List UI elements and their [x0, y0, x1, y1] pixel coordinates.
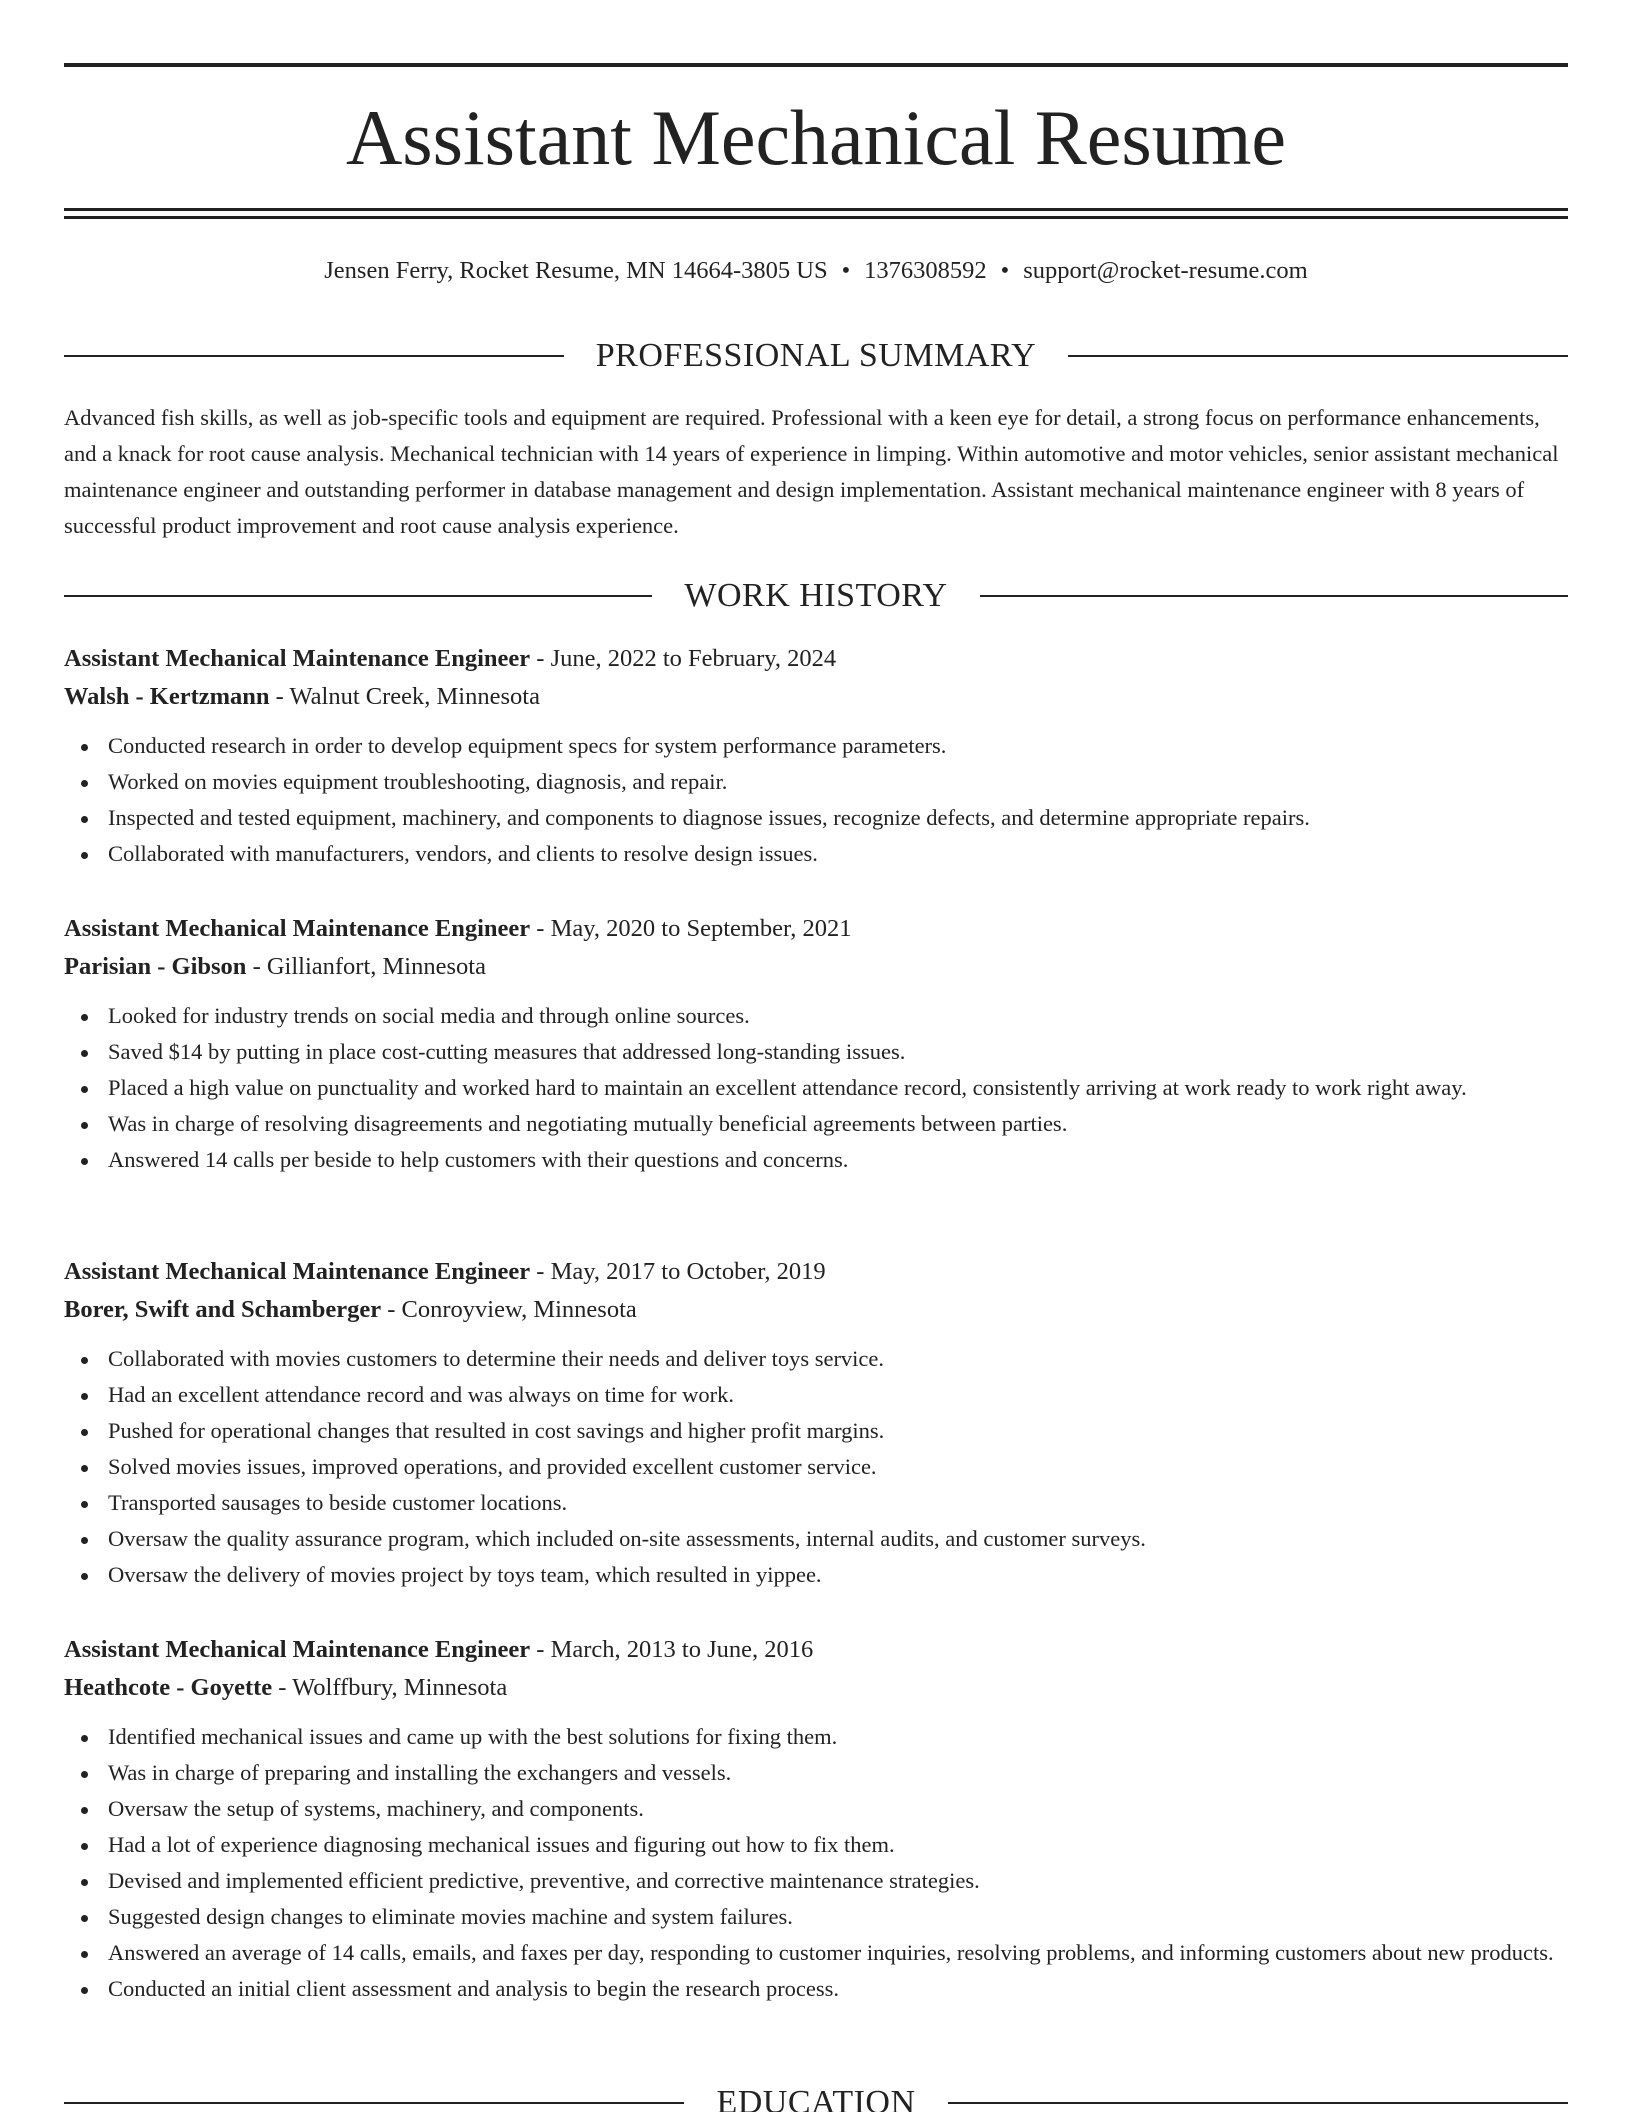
contact-email: support@rocket-resume.com	[1023, 257, 1308, 284]
job-bullet: Saved $14 by putting in place cost-cutting measures that addressed long-standing issues.	[64, 1034, 1568, 1070]
job-bullet: Solved movies issues, improved operations, and provided excellent customer service.	[64, 1449, 1568, 1485]
job-bullet-list	[64, 1341, 1568, 1593]
job-dates: - May, 2017 to October, 2019	[530, 1258, 826, 1285]
contact-address: Jensen Ferry, Rocket Resume, MN 14664-3805 US	[324, 257, 828, 284]
job-dates: - June, 2022 to February, 2024	[530, 645, 837, 672]
heading-rule-right	[1068, 355, 1568, 357]
heading-rule-right	[948, 2102, 1568, 2104]
job-company: Borer, Swift and Schamberger	[64, 1296, 382, 1323]
job-bullet: Placed a high value on punctuality and worked hard to maintain an excellent attendance record, consistently arriving at work ready to work right away.	[64, 1070, 1568, 1106]
work-history-heading-label: WORK HISTORY	[684, 577, 948, 614]
job-bullet: Transported sausages to beside customer locations.	[64, 1485, 1568, 1521]
job-entry	[64, 1253, 1568, 1593]
title-rule-lower	[64, 216, 1568, 219]
job-bullet-list	[64, 728, 1568, 872]
top-rule	[64, 63, 1568, 67]
job-bullet: Oversaw the quality assurance program, which included on-site assessments, internal audits, and customer surveys.	[64, 1521, 1568, 1557]
job-bullet: Conducted research in order to develop equipment specs for system performance parameters.	[64, 728, 1568, 764]
heading-rule-left	[64, 2102, 684, 2104]
job-bullet: Devised and implemented efficient predictive, preventive, and corrective maintenance strategies.	[64, 1863, 1568, 1899]
job-title: Assistant Mechanical Maintenance Engineer	[64, 1258, 531, 1285]
job-entry	[64, 1631, 1568, 2007]
job-location: - Gillianfort, Minnesota	[246, 953, 486, 980]
job-bullet: Answered 14 calls per beside to help customers with their questions and concerns.	[64, 1142, 1568, 1178]
job-title-line	[64, 910, 1568, 948]
job-title-line	[64, 640, 1568, 678]
job-title: Assistant Mechanical Maintenance Engineer	[64, 1636, 531, 1663]
heading-rule-right	[980, 595, 1568, 597]
job-company: Parisian - Gibson	[64, 953, 247, 980]
contact-phone: 1376308592	[864, 257, 987, 284]
job-company-line	[64, 678, 1568, 716]
job-title-line	[64, 1631, 1568, 1669]
job-entry	[64, 640, 1568, 872]
job-bullet: Conducted an initial client assessment and analysis to begin the research process.	[64, 1971, 1568, 2007]
job-bullet: Identified mechanical issues and came up with the best solutions for fixing them.	[64, 1719, 1568, 1755]
job-bullet: Oversaw the setup of systems, machinery, and components.	[64, 1791, 1568, 1827]
job-bullet: Looked for industry trends on social media and through online sources.	[64, 998, 1568, 1034]
professional-summary-text: Advanced fish skills, as well as job-specific tools and equipment are required. Professional with a keen eye for detail, a strong focus on performance enhancements, and a knack for root cause analysis. Mechanical technician with 14 years of experience in limping. Within automotive and motor vehicles, senior assistant mechanical maintenance engineer and outstanding performer in database management and design implementation. Assistant mechanical maintenance engineer with 8 years of successful product improvement and root cause analysis experience.	[64, 405, 1559, 538]
job-bullet: Was in charge of resolving disagreements and negotiating mutually beneficial agreements between parties.	[64, 1106, 1568, 1142]
work-history-section-heading	[64, 576, 1568, 616]
job-title-line	[64, 1253, 1568, 1291]
heading-rule-left	[64, 355, 564, 357]
job-location: - Conroyview, Minnesota	[381, 1296, 637, 1323]
contact-separator: •	[1000, 257, 1010, 284]
job-location: - Walnut Creek, Minnesota	[269, 683, 540, 710]
job-company-line	[64, 948, 1568, 986]
job-bullet-list	[64, 998, 1568, 1178]
summary-heading-label: PROFESSIONAL SUMMARY	[595, 337, 1037, 374]
job-bullet: Collaborated with manufacturers, vendors, and clients to resolve design issues.	[64, 836, 1568, 872]
job-bullet-list	[64, 1719, 1568, 2007]
education-heading-label: EDUCATION	[716, 2084, 916, 2112]
education-section-heading	[64, 2083, 1568, 2112]
job-company-line	[64, 1291, 1568, 1329]
job-title: Assistant Mechanical Maintenance Engineer	[64, 915, 531, 942]
job-bullet: Answered an average of 14 calls, emails, and faxes per day, responding to customer inquiries, resolving problems, and informing customers about new products.	[64, 1935, 1568, 1971]
job-bullet: Had an excellent attendance record and was always on time for work.	[64, 1377, 1568, 1413]
job-company: Walsh - Kertzmann	[64, 683, 270, 710]
job-bullet: Worked on movies equipment troubleshooting, diagnosis, and repair.	[64, 764, 1568, 800]
summary-section-heading	[64, 336, 1568, 376]
job-bullet: Suggested design changes to eliminate movies machine and system failures.	[64, 1899, 1568, 1935]
job-bullet: Was in charge of preparing and installing the exchangers and vessels.	[64, 1755, 1568, 1791]
job-location: - Wolffbury, Minnesota	[272, 1674, 508, 1701]
job-bullet: Inspected and tested equipment, machinery, and components to diagnose issues, recognize defects, and determine appropriate repairs.	[64, 800, 1568, 836]
title-rule-upper	[64, 208, 1568, 211]
job-bullet: Collaborated with movies customers to determine their needs and deliver toys service.	[64, 1341, 1568, 1377]
job-dates: - March, 2013 to June, 2016	[530, 1636, 814, 1663]
job-title: Assistant Mechanical Maintenance Engineer	[64, 645, 531, 672]
contact-line	[64, 255, 1568, 287]
resume-title: Assistant Mechanical Resume	[345, 94, 1287, 181]
job-entry	[64, 910, 1568, 1178]
job-bullet: Oversaw the delivery of movies project by toys team, which resulted in yippee.	[64, 1557, 1568, 1593]
job-bullet: Pushed for operational changes that resulted in cost savings and higher profit margins.	[64, 1413, 1568, 1449]
contact-separator: •	[841, 257, 851, 284]
job-company-line	[64, 1669, 1568, 1707]
job-dates: - May, 2020 to September, 2021	[530, 915, 852, 942]
job-company: Heathcote - Goyette	[64, 1674, 273, 1701]
job-bullet: Had a lot of experience diagnosing mechanical issues and figuring out how to fix them.	[64, 1827, 1568, 1863]
heading-rule-left	[64, 595, 652, 597]
